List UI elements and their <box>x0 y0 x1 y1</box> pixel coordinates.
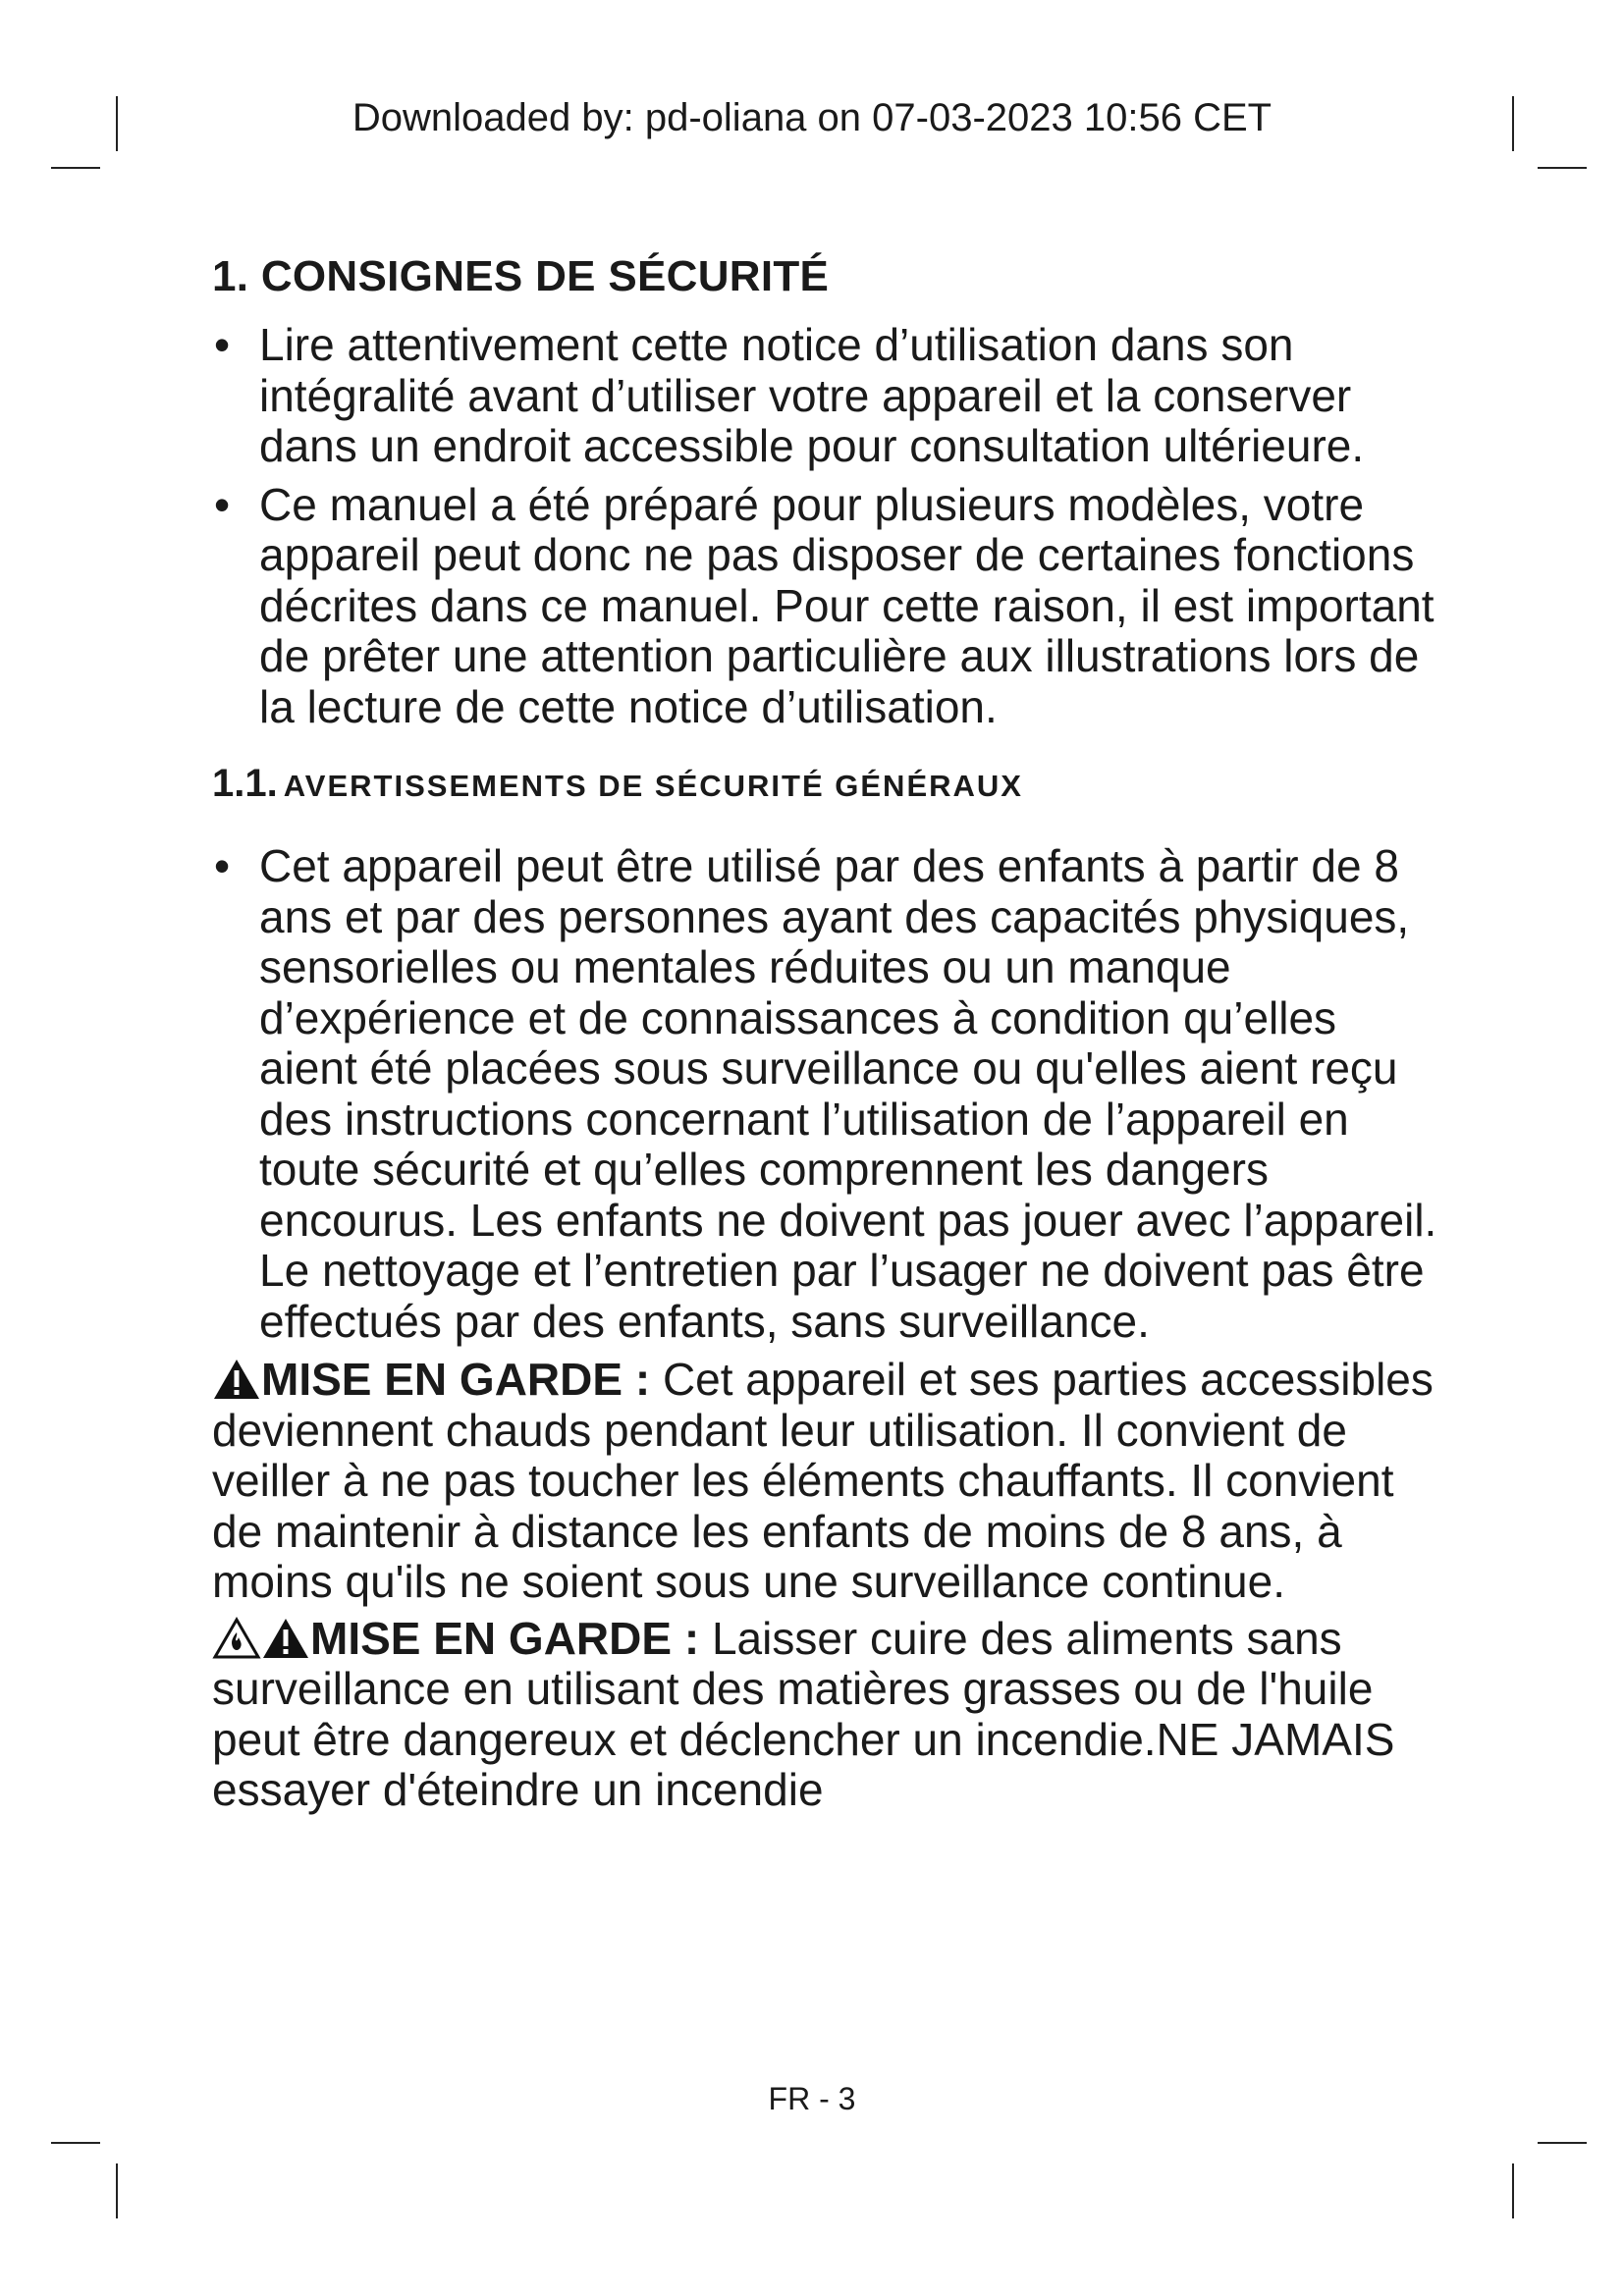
crop-mark <box>1538 2142 1587 2144</box>
subsection-number: 1.1. <box>212 762 278 805</box>
crop-mark <box>51 2142 100 2144</box>
warning-paragraph <box>212 1614 1439 1816</box>
bullet-glyph: • <box>214 319 231 370</box>
warning-text: Laisser cuire des aliments sans surveillance en utilisant des matières grasses ou de l'huile peut être dangereux et déclencher un incendie.NE JAMAIS essayer d'éteindre un incendie <box>212 1612 1395 1815</box>
warning-icon <box>261 1617 310 1660</box>
crop-mark <box>116 2163 118 2218</box>
warning-text: Cet appareil et ses parties accessibles deviennent chauds pendant leur utilisation. Il convient de veiller à ne pas toucher les éléments chauffants. Il convient de maintenir à distance les enfants de moins de 8 ans, à moins qu'ils ne soient sous une surveillance continue. <box>212 1354 1434 1607</box>
warning-label: MISE EN GARDE : <box>261 1354 651 1405</box>
bullet-glyph: • <box>214 840 231 891</box>
warning-paragraph <box>212 1355 1439 1608</box>
list-item-text: Cet appareil peut être utilisé par des enfants à partir de 8 ans et par des personnes ayant des capacités physiques, sensorielles ou mentales réduites ou un manque d’expérience et de connaissances à condition qu’elles aient été placées sous surveillance ou qu'elles aient reçu des instructions concernant l’utilisation de l’appareil en toute sécurité et qu’elles comprennent les dangers encourus. Les enfants ne doivent pas jouer avec l’appareil. Le nettoyage et l’entretien par l’usager ne doivent pas être effectués par des enfants, sans surveillance. <box>259 840 1437 1347</box>
section-title: 1. CONSIGNES DE SÉCURITÉ <box>212 252 830 300</box>
fire-hazard-icon <box>212 1617 261 1660</box>
page-number: FR - 3 <box>768 2081 856 2116</box>
list-item-text: Ce manuel a été préparé pour plusieurs modèles, votre appareil peut donc ne pas disposer de certaines fonctions décrites dans ce manuel. Pour cette raison, il est important de prêter une attention particulière aux illustrations lors de la lecture de cette notice d’utilisation. <box>259 478 1435 732</box>
crop-mark <box>1538 167 1587 169</box>
bullet-glyph: • <box>214 478 231 530</box>
subsection-title-text: AVERTISSEMENTS DE SÉCURITÉ GÉNÉRAUX <box>283 769 1023 803</box>
section-bullets <box>212 320 1439 732</box>
list-item-text: Lire attentivement cette notice d’utilisation dans son intégralité avant d’utiliser votre appareil et la conserver dans un endroit accessible pour consultation ultérieure. <box>259 319 1365 471</box>
download-info: Downloaded by: pd-oliana on 07-03-2023 10:56 CET <box>352 96 1272 139</box>
list-item <box>212 841 1439 1347</box>
crop-mark <box>51 167 100 169</box>
warning-label: MISE EN GARDE : <box>310 1612 700 1664</box>
page-content <box>212 247 1439 1816</box>
subsection-title <box>212 758 1439 818</box>
warning-icon <box>212 1358 261 1401</box>
list-item <box>212 320 1439 472</box>
crop-mark <box>1512 2163 1514 2218</box>
list-item <box>212 480 1439 733</box>
subsection-bullets <box>212 841 1439 1347</box>
